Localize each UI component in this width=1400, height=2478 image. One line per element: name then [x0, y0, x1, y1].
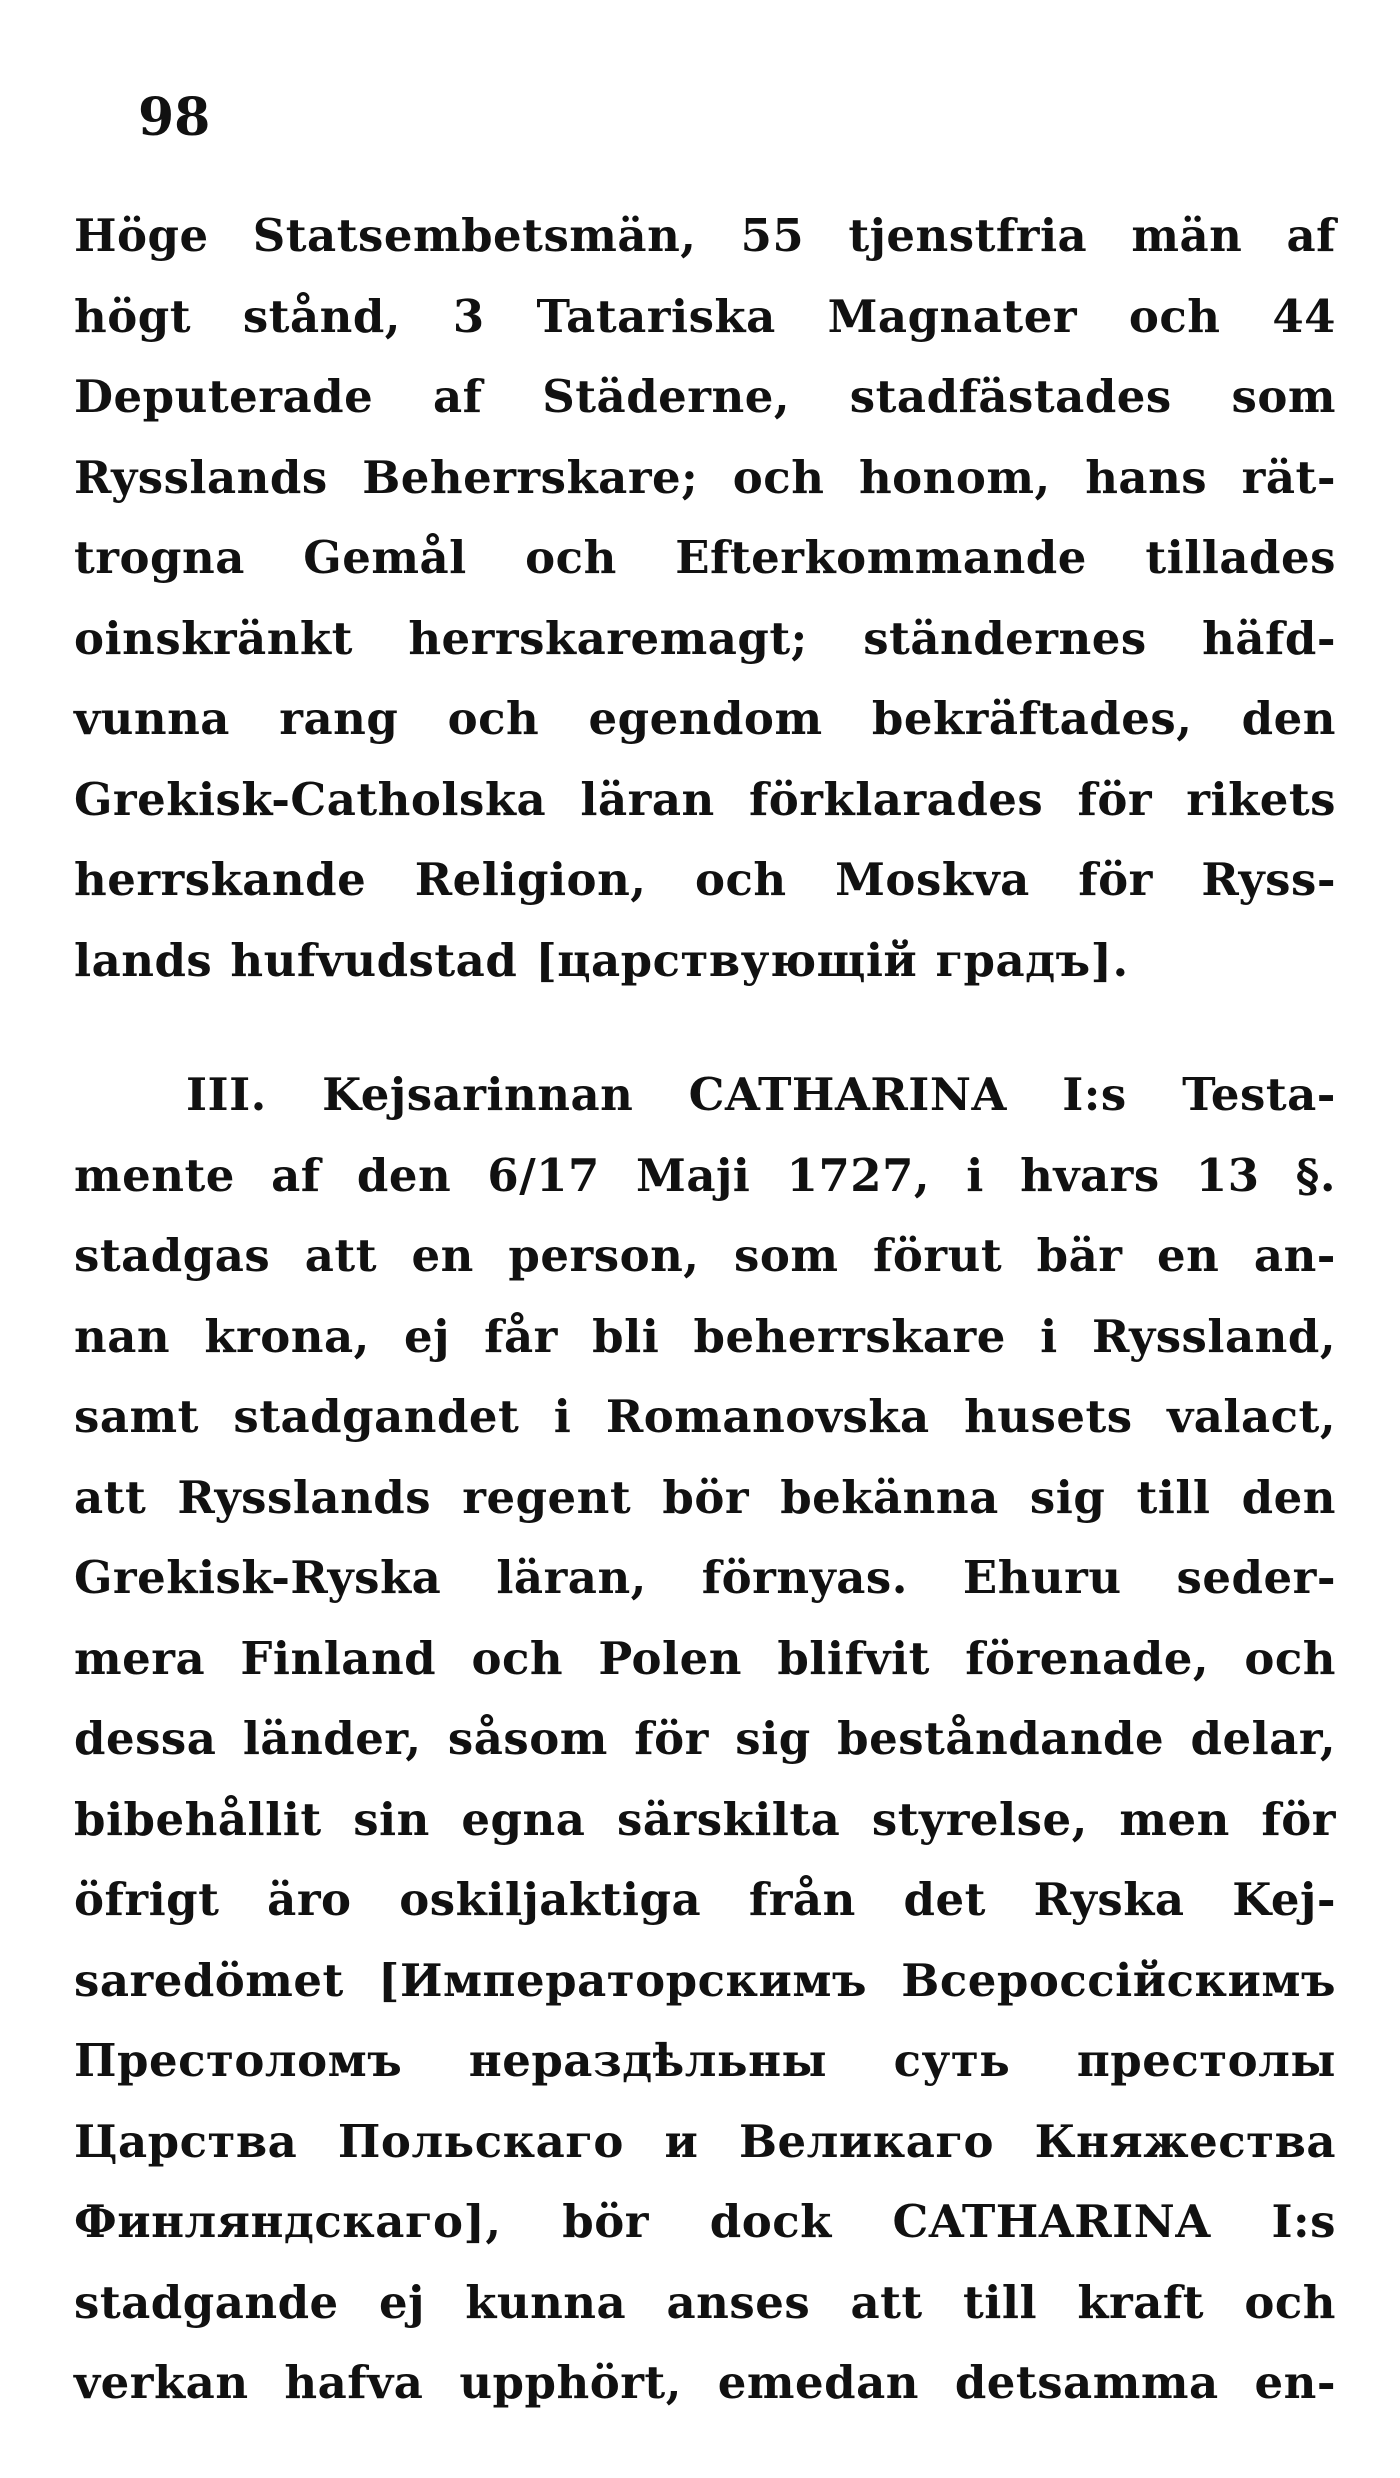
text-line: öfrigt äro oskiljaktiga från det Ryska Kej- [74, 1873, 1336, 1926]
text-line: vunna rang och egendom bekräftades, den [74, 692, 1336, 745]
text-line: verkan hafva upphört, emedan detsamma en- [74, 2356, 1336, 2409]
paragraph-2 [74, 1055, 1336, 2424]
text-line: saredömet [Императорскимъ Всероссійскимъ [74, 1953, 1336, 2007]
text-line: dessa länder, såsom för sig beståndande delar, [74, 1712, 1336, 1765]
text-line: samt stadgandet i Romanovska husets valact, [74, 1390, 1336, 1443]
text-line: nan krona, ej får bli beherrskare i Ryssland, [74, 1309, 1336, 1363]
text-line: Grekisk-Catholska läran förklarades för rikets [74, 772, 1336, 826]
text-line: mera Finland och Polen blifvit förenade, och [74, 1631, 1336, 1685]
text-line: Deputerade af Städerne, stadfästades som [74, 370, 1336, 423]
text-line: mente af den 6/17 Maji 1727, i hvars 13 §. [74, 1148, 1336, 1202]
text-line: stadgande ej kunna anses att till kraft och [74, 2275, 1336, 2329]
text-line: Финляндскаго], bör dock CATHARINA I:s [74, 2195, 1336, 2248]
text-line: trogna Gemål och Efterkommande tillades [74, 531, 1336, 584]
text-line: Rysslands Beherrskare; och honom, hans rät- [74, 450, 1336, 504]
text-line: oinskränkt herrskaremagt; ständernes häfd- [74, 611, 1336, 665]
text-line: Царства Польскаго и Великаго Княжества [74, 2114, 1336, 2168]
text-line: lands hufvudstad [царствующій градъ]. [74, 933, 1129, 987]
text-line: Престоломъ нераздѣльны суть престолы [74, 2034, 1336, 2087]
section-heading-line: III. Kejsarinnan CATHARINA I:s Testa- [186, 1068, 1336, 1121]
text-line: bibehållit sin egna särskilta styrelse, men för [74, 1792, 1336, 1846]
paragraph-1 [74, 196, 1336, 1001]
page-number: 98 [138, 87, 211, 148]
text-line: stadgas att en person, som förut bär en an- [74, 1229, 1336, 1282]
text-line: högt stånd, 3 Tatariska Magnater och 44 [74, 289, 1336, 343]
text-line: Höge Statsembetsmän, 55 tjenstfria män af [74, 209, 1336, 262]
text-line: att Rysslands regent bör bekänna sig till den [74, 1470, 1336, 1524]
text-line: Grekisk-Ryska läran, förnyas. Ehuru seder- [74, 1551, 1336, 1604]
text-line: herrskande Religion, och Moskva för Ryss- [74, 853, 1336, 906]
